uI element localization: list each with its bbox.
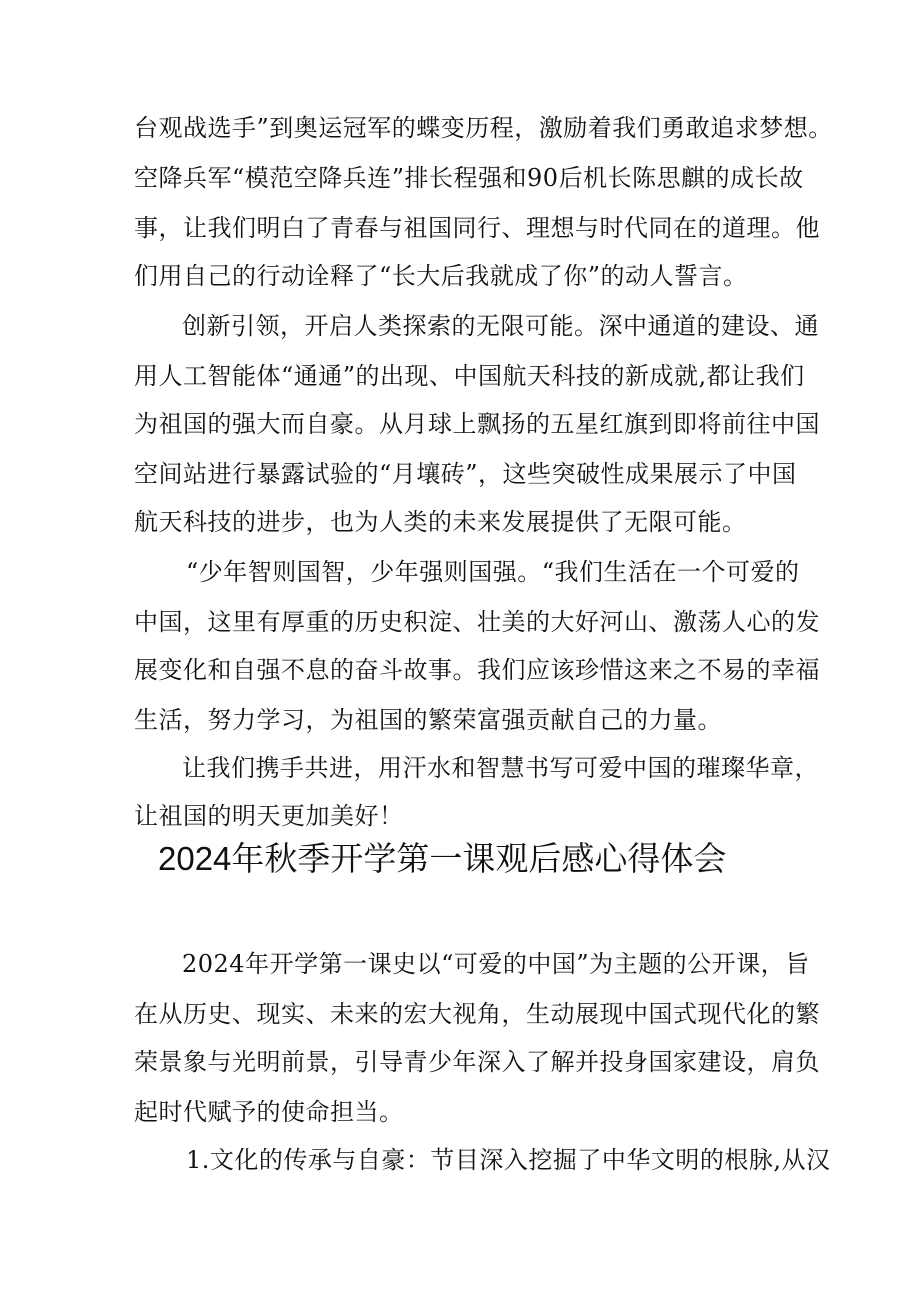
- paragraph-line: 展变化和自强不息的奋斗故事。我们应该珍惜这来之不易的幸福: [134, 656, 820, 684]
- paragraph-line: 在从历史、现实、未来的宏大视角，生动展现中国式现代化的繁: [134, 1000, 820, 1028]
- paragraph-line: 们用自己的行动诠释了“长大后我就成了你”的动人誓言。: [134, 262, 748, 290]
- paragraph-line: 为祖国的强大而自豪。从月球上飘扬的五星红旗到即将前往中国: [134, 410, 820, 438]
- paragraph-line: 让祖国的明天更加美好！: [134, 802, 404, 830]
- paragraph-line: 台观战选手”到奥运冠军的蝶变历程，激励着我们勇敢追求梦想。: [134, 114, 833, 142]
- paragraph-line: 事，让我们明白了青春与祖国同行、理想与时代同在的道理。他: [134, 214, 820, 242]
- paragraph-line: 荣景象与光明前景，引导青少年深入了解并投身国家建设，肩负: [134, 1048, 820, 1076]
- paragraph-line: 创新引领，开启人类探索的无限可能。深中通道的建设、通: [182, 312, 819, 340]
- paragraph-line: 用人工智能体“通通”的出现、中国航天科技的新成就,都让我们: [134, 362, 805, 390]
- paragraph-line: 航天科技的进步，也为人类的未来发展提供了无限可能。: [134, 508, 747, 536]
- page-title: 2024年秋季开学第一课观后感心得体会: [158, 840, 727, 877]
- paragraph-line: 2024年开学第一课史以“可爱的中国”为主题的公开课，旨: [182, 950, 810, 978]
- paragraph-line: 生活，努力学习，为祖国的繁荣富强贡献自己的力量。: [134, 706, 722, 734]
- paragraph-line: 让我们携手共进，用汗水和智慧书写可爱中国的璀璨华章，: [182, 754, 819, 782]
- paragraph-line: 1.文化的传承与自豪：节目深入挖掘了中华文明的根脉,从汉: [186, 1146, 831, 1174]
- paragraph-line: 中国，这里有厚重的历史积淀、壮美的大好河山、激荡人心的发: [134, 608, 820, 636]
- paragraph-line: “少年智则国智，少年强则国强。“我们生活在一个可爱的: [186, 558, 800, 586]
- paragraph-line: 空降兵军“模范空降兵连”排长程强和90后机长陈思麒的成长故: [134, 164, 804, 192]
- paragraph-line: 空间站进行暴露试验的“月壤砖”，这些突破性成果展示了中国: [134, 460, 797, 488]
- paragraph-line: 起时代赋予的使命担当。: [134, 1098, 404, 1126]
